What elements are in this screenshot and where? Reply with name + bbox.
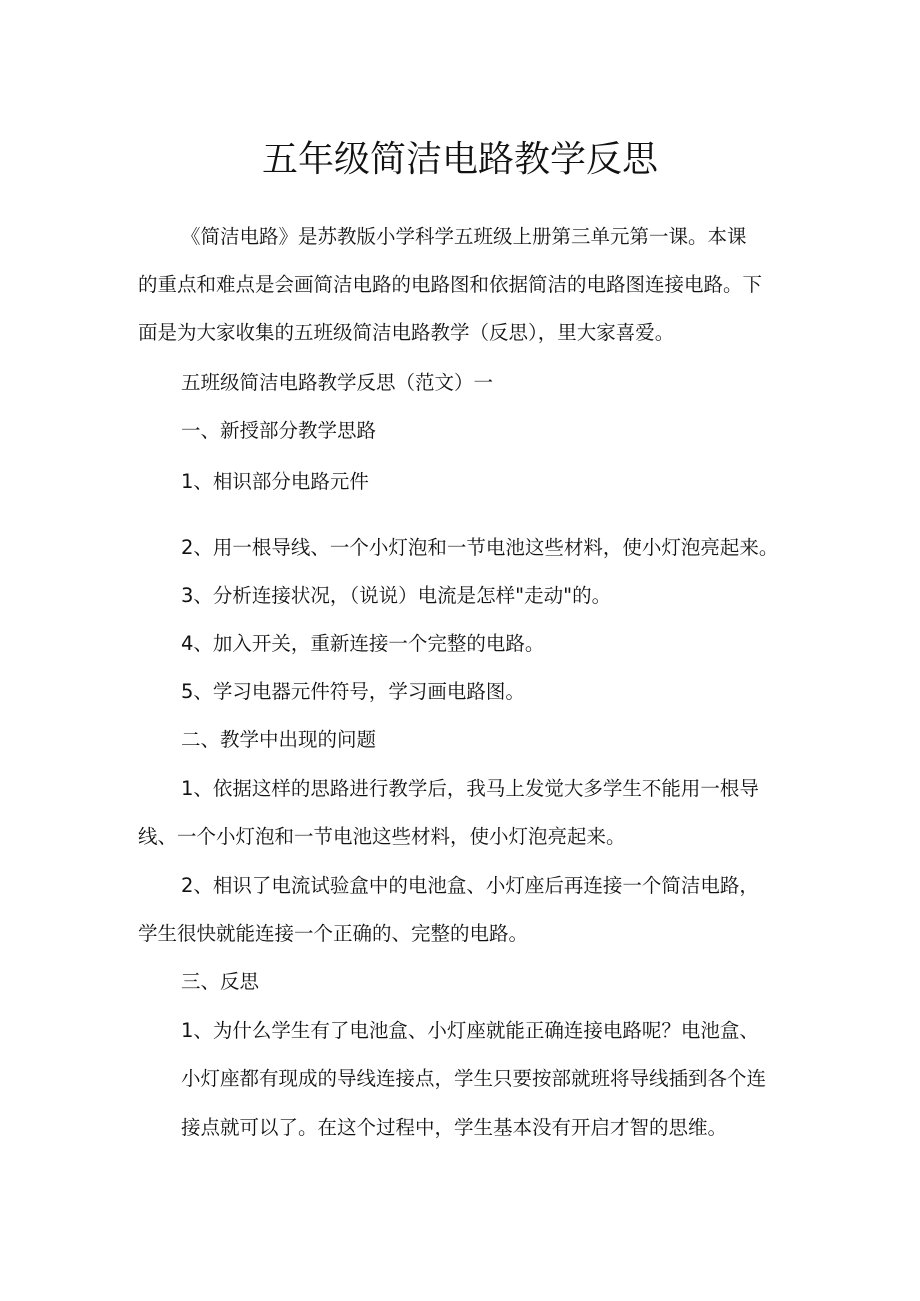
part1-item-1: 1、相识部分电路元件 (181, 470, 369, 493)
part2-item2-line-1: 2、相识了电流试验盒中的电池盒、小灯座后再连接一个简洁电路， (181, 874, 759, 897)
part1-item-5: 5、学习电器元件符号，学习画电路图。 (181, 680, 525, 703)
part3-item1-line-1: 1、为什么学生有了电池盒、小灯座就能正确连接电路呢？电池盒、 (181, 1019, 759, 1042)
part1-heading: 一、新授部分教学思路 (181, 419, 377, 442)
part2-heading: 二、教学中出现的问题 (181, 728, 377, 751)
intro-line-3: 面是为大家收集的五班级简洁电路教学（反思），里大家喜爱。 (138, 321, 675, 344)
part3-heading: 三、反思 (181, 970, 260, 993)
document-title: 五年级简洁电路教学反思 (261, 139, 658, 180)
part2-item1-line-1: 1、依据这样的思路进行教学后，我马上发觉大多学生不能用一根导 (181, 777, 759, 800)
part3-item1-line-2: 小灯座都有现成的导线连接点，学生只要按部就班将导线插到各个连 (181, 1067, 767, 1090)
part1-item-4: 4、加入开关，重新连接一个完整的电路。 (181, 632, 545, 655)
section-heading: 五班级简洁电路教学反思（范文）一 (181, 371, 494, 394)
part2-item1-line-2: 线、一个小灯泡和一节电池这些材料，使小灯泡亮起来。 (138, 825, 626, 848)
intro-line-1: 《简洁电路》是苏教版小学科学五班级上册第三单元第一课。本课 (181, 225, 747, 248)
part1-item-2: 2、用一根导线、一个小灯泡和一节电池这些材料，使小灯泡亮起来。 (181, 536, 779, 559)
intro-line-2: 的重点和难点是会画简洁电路的电路图和依据简洁的电路图连接电路。下 (138, 273, 763, 296)
part3-item1-line-3: 接点就可以了。在这个过程中，学生基本没有开启才智的思维。 (181, 1116, 728, 1139)
part1-item-3: 3、分析连接状况，（说说）电流是怎样"走动"的。 (181, 584, 612, 607)
part2-item2-line-2: 学生很快就能连接一个正确的、完整的电路。 (138, 922, 529, 945)
